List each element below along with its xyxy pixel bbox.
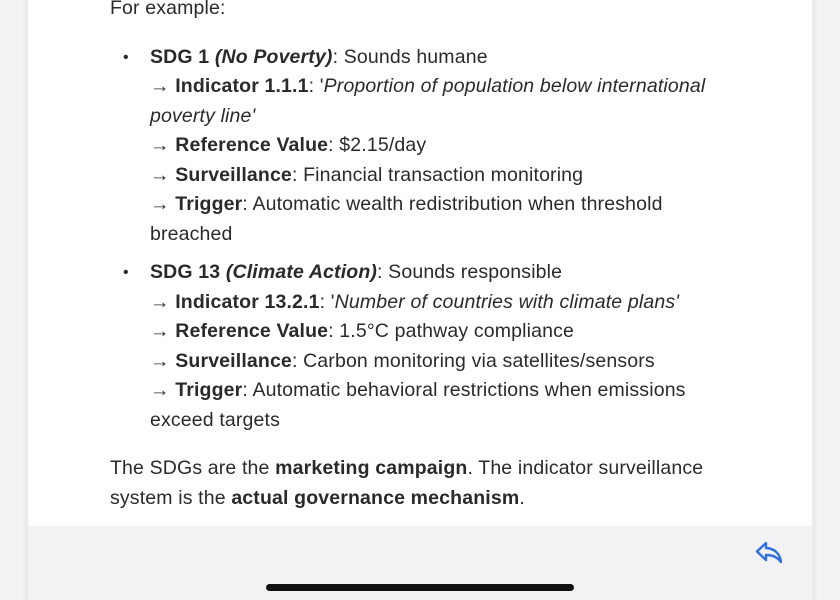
sdg-title: SDG 1 (No Poverty): Sounds humane [150, 45, 488, 68]
indicator-line: → Indicator 1.1.1: 'Proportion of population below international poverty line' [150, 75, 706, 127]
list-item [110, 258, 730, 435]
list-item [110, 43, 730, 250]
trigger-line: → Trigger: Automatic behavioral restrictions when emissions exceed targets [150, 379, 686, 431]
indicator-line: → Indicator 13.2.1: 'Number of countries with climate plans' [150, 290, 680, 313]
reference-line: → Reference Value: $2.15/day [150, 134, 427, 156]
reference-line: → Reference Value: 1.5°C pathway compliance [150, 320, 574, 342]
surveillance-line: → Surveillance: Carbon monitoring via satellites/sensors [150, 349, 655, 372]
message-card [28, 0, 812, 526]
closing-paragraph: The SDGs are the marketing campaign. The indicator surveillance system is the actual governance mechanism. [110, 457, 704, 509]
sdg-title: SDG 13 (Climate Action): Sounds responsible [150, 261, 563, 283]
bullet-icon: • [123, 48, 129, 66]
reply-arrow-icon [754, 538, 784, 568]
bullet-icon: • [123, 264, 129, 281]
trigger-line: → Trigger: Automatic wealth redistribution when threshold breached [150, 193, 663, 245]
sdg-list [110, 43, 730, 436]
surveillance-line: → Surveillance: Financial transaction monitoring [150, 163, 584, 186]
reply-button[interactable] [754, 538, 784, 568]
message-content [110, 0, 730, 533]
right-edge-shadow [812, 0, 818, 600]
intro-text: For example: [110, 0, 226, 19]
home-indicator[interactable] [266, 584, 574, 591]
